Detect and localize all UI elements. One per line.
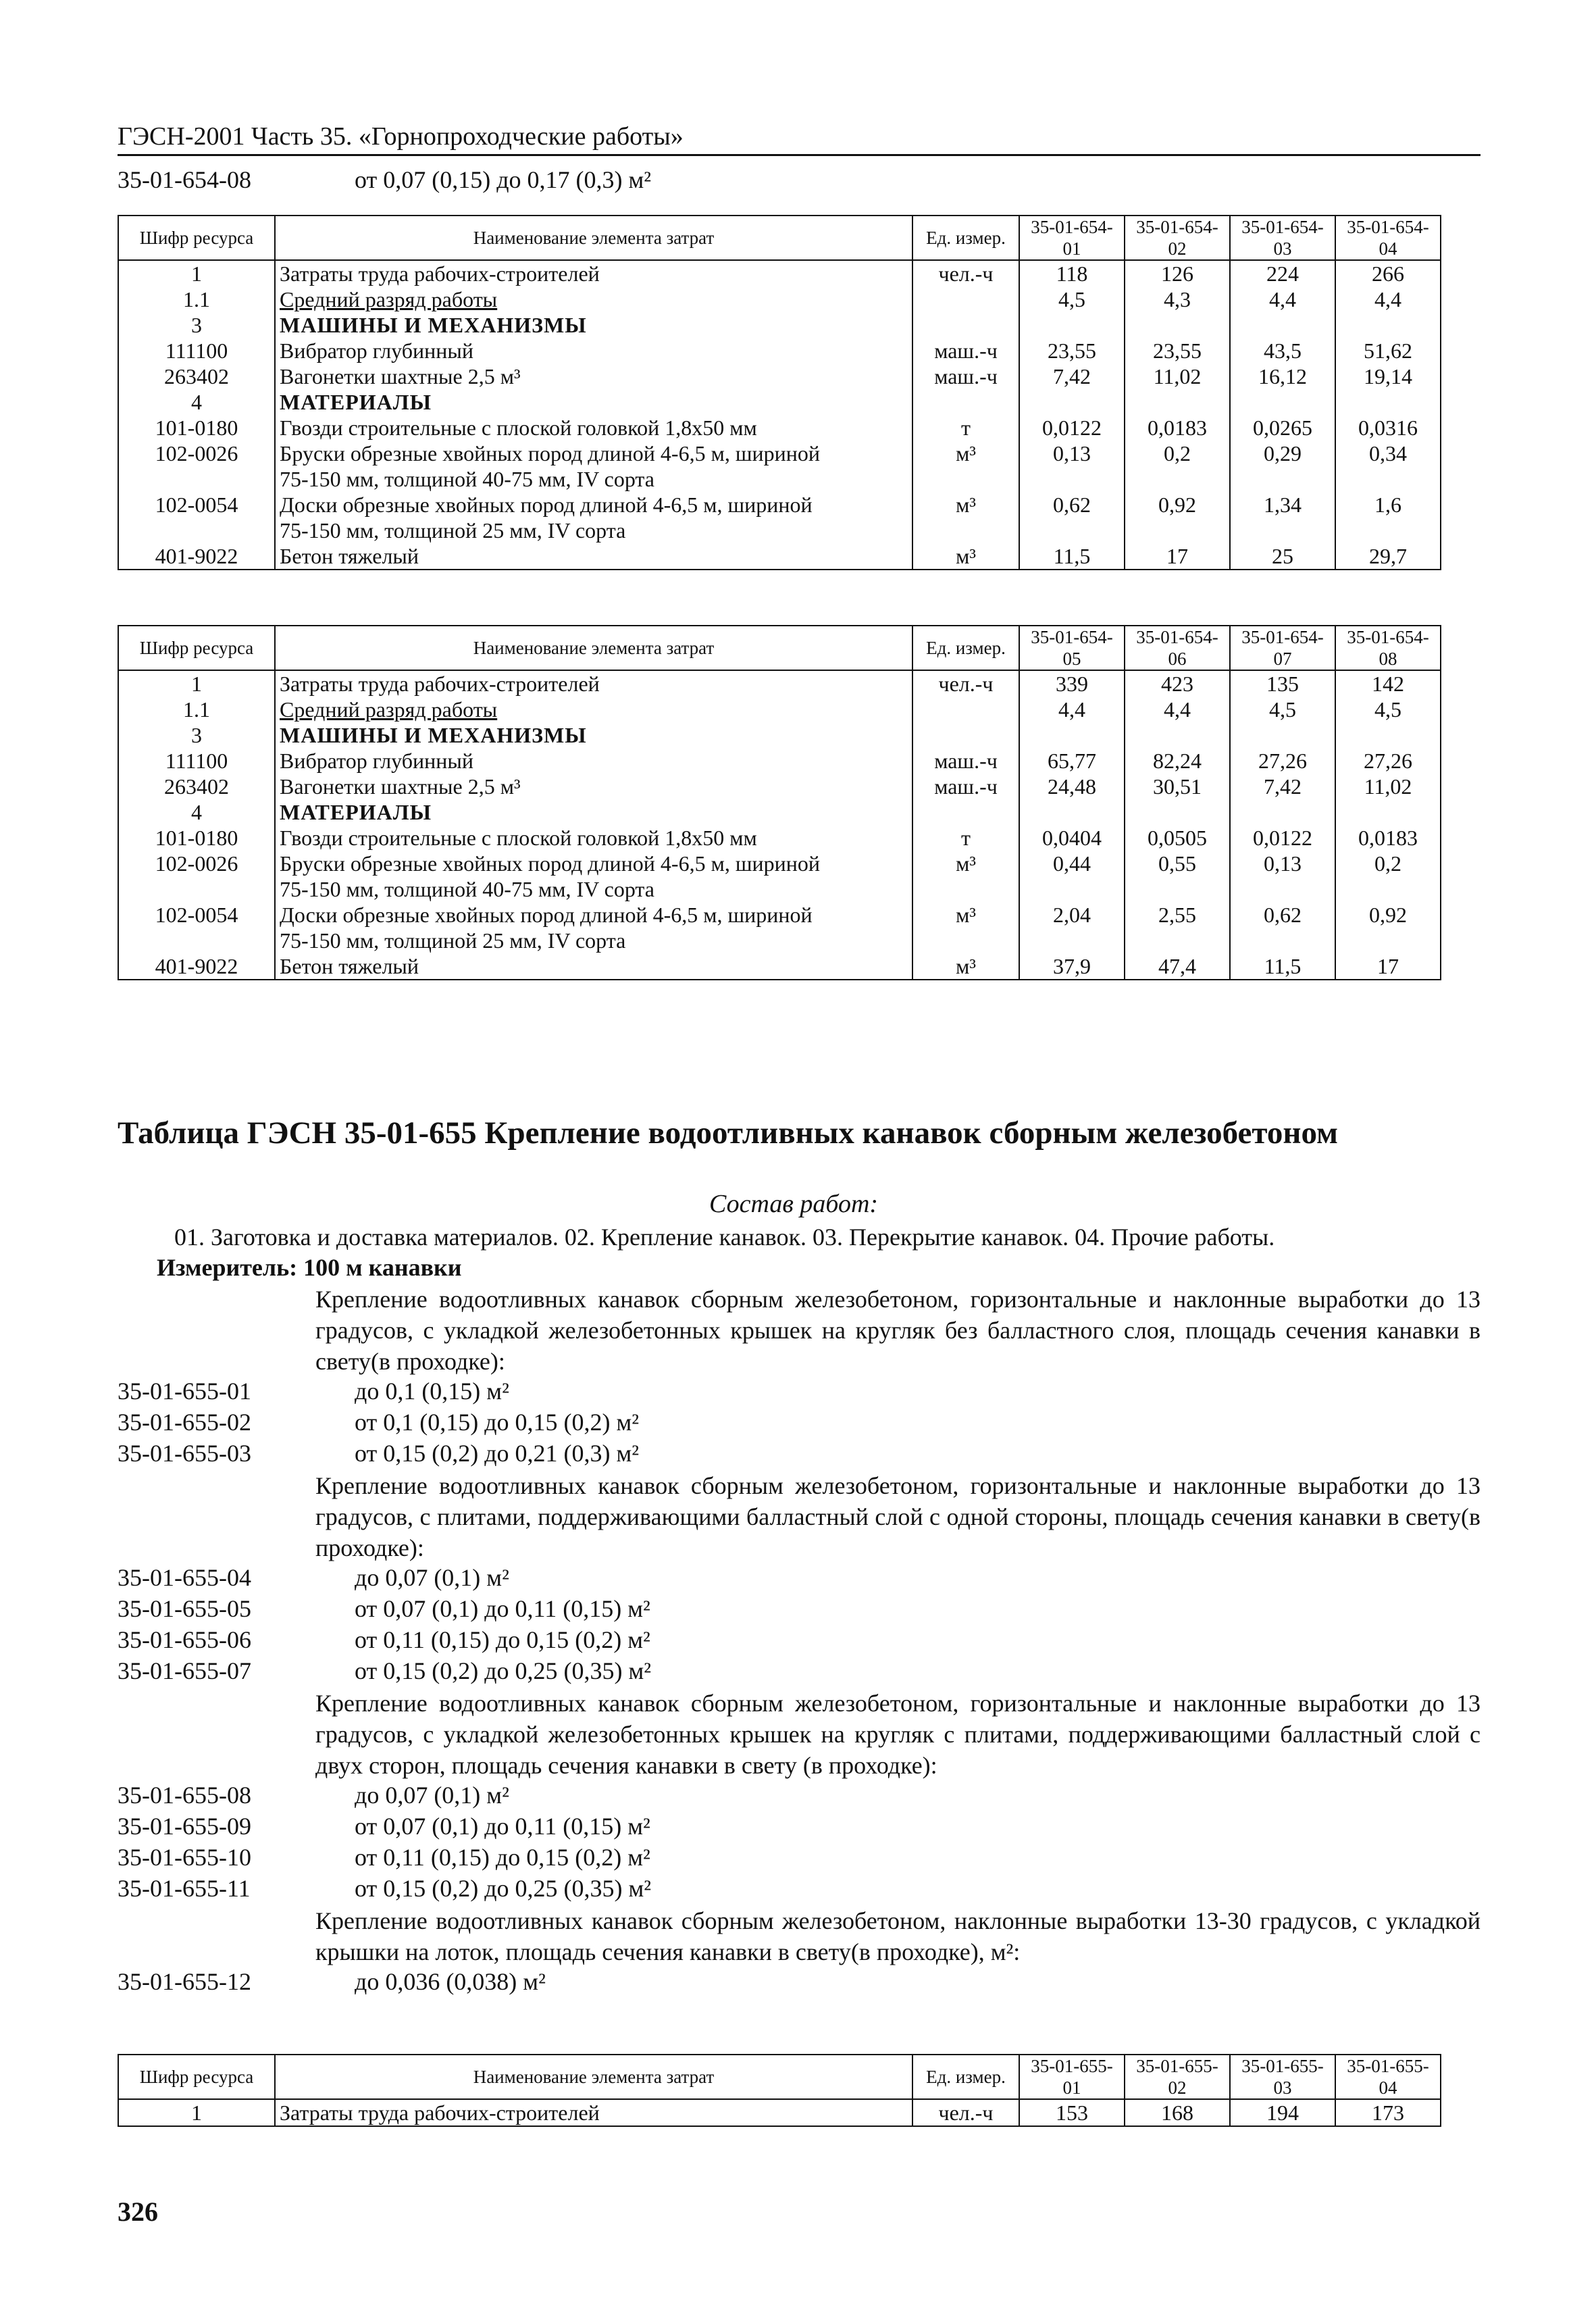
row-name: Средний разряд работы [275,697,912,722]
row-name: Бетон тяжелый [275,543,912,570]
row-unit: чел.-ч [912,260,1019,286]
row-code: 401-9022 [118,543,275,570]
row-unit: маш.-ч [912,338,1019,363]
row-name: МАШИНЫ И МЕХАНИЗМЫ [275,312,912,338]
row-value [1230,389,1335,415]
prev-code: 35-01-654-08 [118,166,251,193]
table-row [118,389,1441,415]
norm-desc: от 0,11 (0,15) до 0,15 (0,2) м² [355,1844,650,1871]
row-value: 0,62 [1019,492,1125,518]
row-value: 194 [1230,2099,1335,2126]
row-unit [912,466,1019,492]
row-value: 153 [1019,2099,1125,2126]
row-value [1125,312,1230,338]
row-value: 0,0183 [1125,415,1230,441]
row-value: 11,02 [1125,363,1230,389]
row-unit: т [912,415,1019,441]
row-value: 4,5 [1019,286,1125,312]
row-value: 168 [1125,2099,1230,2126]
norm-table-1 [118,215,1441,570]
row-unit: м³ [912,441,1019,466]
row-unit: маш.-ч [912,363,1019,389]
row-name: Гвозди строительные с плоской головкой 1,8х50 мм [275,825,912,851]
row-value: 0,0505 [1125,825,1230,851]
table-row [118,2099,1441,2126]
row-name: МАШИНЫ И МЕХАНИЗМЫ [275,722,912,748]
table-row [118,722,1441,748]
table-row [118,697,1441,722]
row-value: 0,13 [1230,851,1335,876]
table-row [118,953,1441,980]
row-value: 0,13 [1019,441,1125,466]
norm-desc: до 0,07 (0,1) м² [355,1564,509,1591]
col-norm: 35-01-654-01 [1019,216,1125,260]
row-code: 263402 [118,363,275,389]
norm-desc: до 0,036 (0,038) м² [355,1968,546,1995]
sostav-label: Состав работ: [709,1190,879,1218]
group-desc-3: Крепление водоотливных канавок сборным железобетоном, горизонтальные и наклонные выработки до 13 градусов, с укладкой железобетонных крышек на кругляк с плитами, поддерживающими балластный слой с двух сторон, площадь сечения канавки в свету (в проходке): [315,1690,1481,1779]
norm-table-2 [118,625,1441,980]
row-value: 43,5 [1230,338,1335,363]
norm-desc: до 0,1 (0,15) м² [355,1378,509,1405]
col-unit: Ед. измер. [912,216,1019,260]
table-row [118,312,1441,338]
row-code: 102-0054 [118,902,275,928]
table-row [118,363,1441,389]
row-code: 111100 [118,748,275,774]
row-code: 263402 [118,774,275,799]
row-value [1335,876,1441,902]
row-code: 3 [118,722,275,748]
row-value [1335,799,1441,825]
row-unit: м³ [912,953,1019,980]
col-shifr: Шифр ресурса [118,2055,275,2099]
norm-code: 35-01-655-01 [118,1378,251,1405]
row-value [1230,466,1335,492]
row-name: Вибратор глубинный [275,748,912,774]
row-value [1125,799,1230,825]
row-value [1125,518,1230,543]
row-name: Вибратор глубинный [275,338,912,363]
row-code [118,928,275,953]
norm-code: 35-01-655-06 [118,1626,251,1653]
row-value: 23,55 [1125,338,1230,363]
col-norm: 35-01-655-01 [1019,2055,1125,2099]
row-value: 11,5 [1019,543,1125,570]
col-name: Наименование элемента затрат [275,2055,912,2099]
row-value [1125,466,1230,492]
norm-code: 35-01-655-07 [118,1657,251,1684]
norm-code: 35-01-655-04 [118,1564,251,1591]
row-value [1335,722,1441,748]
page-number: 326 [118,2196,158,2227]
table-row [118,260,1441,286]
norm-code: 35-01-655-11 [118,1875,251,1902]
row-value [1230,799,1335,825]
row-value [1125,722,1230,748]
row-value [1335,928,1441,953]
col-norm: 35-01-655-04 [1335,2055,1441,2099]
row-value: 0,55 [1125,851,1230,876]
prev-desc: от 0,07 (0,15) до 0,17 (0,3) м² [355,166,652,193]
row-value [1019,799,1125,825]
row-value: 11,02 [1335,774,1441,799]
row-code: 401-9022 [118,953,275,980]
row-unit: м³ [912,492,1019,518]
row-value: 4,5 [1230,697,1335,722]
row-name: 75-150 мм, толщиной 40-75 мм, IV сорта [275,876,912,902]
norm-code: 35-01-655-08 [118,1782,251,1809]
row-unit [912,697,1019,722]
norm-code: 35-01-655-02 [118,1409,251,1436]
row-value: 29,7 [1335,543,1441,570]
table-row [118,518,1441,543]
row-value: 1,34 [1230,492,1335,518]
table-row [118,466,1441,492]
running-header: ГЭСН-2001 Часть 35. «Горнопроходческие работы» [118,122,684,151]
row-value: 4,4 [1125,697,1230,722]
row-value: 423 [1125,670,1230,697]
row-name: Гвозди строительные с плоской головкой 1,8х50 мм [275,415,912,441]
row-code: 102-0026 [118,441,275,466]
table-row [118,670,1441,697]
row-unit [912,722,1019,748]
row-name: Бруски обрезные хвойных пород длиной 4-6,5 м, шириной [275,851,912,876]
row-name: Затраты труда рабочих-строителей [275,2099,912,2126]
norm-desc: от 0,15 (0,2) до 0,21 (0,3) м² [355,1440,640,1467]
table-row [118,774,1441,799]
row-value [1335,312,1441,338]
table-row [118,928,1441,953]
row-value [1019,928,1125,953]
row-value [1335,466,1441,492]
row-value [1230,518,1335,543]
row-value: 0,0404 [1019,825,1125,851]
table-row [118,441,1441,466]
row-unit: м³ [912,543,1019,570]
col-norm: 35-01-654-06 [1125,626,1230,670]
row-name: МАТЕРИАЛЫ [275,389,912,415]
col-unit: Ед. измер. [912,626,1019,670]
col-norm: 35-01-654-03 [1230,216,1335,260]
norm-desc: от 0,15 (0,2) до 0,25 (0,35) м² [355,1875,652,1902]
row-value: 51,62 [1335,338,1441,363]
header-rule [118,154,1481,156]
norm-table-3 [118,2054,1441,2127]
table-row [118,825,1441,851]
row-unit [912,312,1019,338]
col-name: Наименование элемента затрат [275,626,912,670]
row-value: 23,55 [1019,338,1125,363]
table-row [118,902,1441,928]
row-code: 1 [118,260,275,286]
row-value [1230,928,1335,953]
norm-desc: от 0,07 (0,1) до 0,11 (0,15) м² [355,1813,650,1840]
row-value: 4,4 [1335,286,1441,312]
norm-code: 35-01-655-03 [118,1440,251,1467]
row-value: 0,0122 [1019,415,1125,441]
row-value: 65,77 [1019,748,1125,774]
norm-desc: до 0,07 (0,1) м² [355,1782,509,1809]
group-desc-4: Крепление водоотливных канавок сборным железобетоном, наклонные выработки 13-30 градусов, с укладкой крышки на лоток, площадь сечения канавки в свету(в проходке), м²: [315,1907,1481,1965]
row-name: Средний разряд работы [275,286,912,312]
row-unit: чел.-ч [912,670,1019,697]
col-norm: 35-01-654-02 [1125,216,1230,260]
izmeritel: Измеритель: 100 м канавки [157,1254,462,1281]
row-value: 2,55 [1125,902,1230,928]
row-value [1230,722,1335,748]
col-norm: 35-01-654-08 [1335,626,1441,670]
row-code: 1.1 [118,697,275,722]
row-value [1125,389,1230,415]
row-value: 339 [1019,670,1125,697]
col-norm: 35-01-655-03 [1230,2055,1335,2099]
row-value: 4,5 [1335,697,1441,722]
row-code [118,876,275,902]
norm-desc: от 0,15 (0,2) до 0,25 (0,35) м² [355,1657,652,1684]
row-value: 118 [1019,260,1125,286]
row-unit: м³ [912,902,1019,928]
col-unit: Ед. измер. [912,2055,1019,2099]
table-row [118,876,1441,902]
row-value: 0,0316 [1335,415,1441,441]
row-value: 7,42 [1019,363,1125,389]
row-value: 19,14 [1335,363,1441,389]
row-name: 75-150 мм, толщиной 25 мм, IV сорта [275,928,912,953]
norm-desc: от 0,07 (0,1) до 0,11 (0,15) м² [355,1595,650,1622]
row-unit [912,928,1019,953]
table-row [118,851,1441,876]
row-value: 135 [1230,670,1335,697]
row-name: 75-150 мм, толщиной 40-75 мм, IV сорта [275,466,912,492]
row-unit [912,389,1019,415]
row-name: Вагонетки шахтные 2,5 м³ [275,774,912,799]
table-row [118,492,1441,518]
row-value: 0,44 [1019,851,1125,876]
table-row [118,748,1441,774]
row-value: 0,2 [1125,441,1230,466]
row-value: 4,4 [1019,697,1125,722]
row-code [118,518,275,543]
row-code: 102-0026 [118,851,275,876]
col-norm: 35-01-654-05 [1019,626,1125,670]
row-value: 30,51 [1125,774,1230,799]
norm-code: 35-01-655-09 [118,1813,251,1840]
row-unit: м³ [912,851,1019,876]
row-value: 17 [1125,543,1230,570]
row-value: 0,29 [1230,441,1335,466]
row-value [1230,312,1335,338]
row-unit [912,799,1019,825]
row-value: 2,04 [1019,902,1125,928]
row-value: 4,3 [1125,286,1230,312]
row-code: 3 [118,312,275,338]
col-name: Наименование элемента затрат [275,216,912,260]
row-value: 17 [1335,953,1441,980]
row-value: 142 [1335,670,1441,697]
row-code: 4 [118,799,275,825]
row-code [118,466,275,492]
row-value: 173 [1335,2099,1441,2126]
table-row [118,799,1441,825]
row-name: Затраты труда рабочих-строителей [275,260,912,286]
row-unit [912,286,1019,312]
row-unit [912,876,1019,902]
row-value: 27,26 [1230,748,1335,774]
norm-desc: от 0,1 (0,15) до 0,15 (0,2) м² [355,1409,640,1436]
row-code: 101-0180 [118,825,275,851]
row-value: 0,0265 [1230,415,1335,441]
norm-desc: от 0,11 (0,15) до 0,15 (0,2) м² [355,1626,650,1653]
row-unit: чел.-ч [912,2099,1019,2126]
row-value: 0,62 [1230,902,1335,928]
row-value [1335,389,1441,415]
row-code: 102-0054 [118,492,275,518]
row-value: 1,6 [1335,492,1441,518]
col-shifr: Шифр ресурса [118,626,275,670]
row-code: 111100 [118,338,275,363]
row-value: 82,24 [1125,748,1230,774]
row-value: 24,48 [1019,774,1125,799]
row-value: 0,0122 [1230,825,1335,851]
row-value [1019,466,1125,492]
col-norm: 35-01-654-07 [1230,626,1335,670]
row-value: 27,26 [1335,748,1441,774]
row-value [1019,518,1125,543]
row-unit [912,518,1019,543]
row-name: Доски обрезные хвойных пород длиной 4-6,5 м, шириной [275,902,912,928]
row-value: 224 [1230,260,1335,286]
row-name: Затраты труда рабочих-строителей [275,670,912,697]
row-value: 11,5 [1230,953,1335,980]
row-unit: маш.-ч [912,774,1019,799]
row-value: 25 [1230,543,1335,570]
table-row [118,543,1441,570]
row-code: 4 [118,389,275,415]
row-code: 101-0180 [118,415,275,441]
row-value: 16,12 [1230,363,1335,389]
row-value [1125,876,1230,902]
col-shifr: Шифр ресурса [118,216,275,260]
row-value: 0,34 [1335,441,1441,466]
row-value: 126 [1125,260,1230,286]
section-title: Таблица ГЭСН 35-01-655 Крепление водоотливных канавок сборным железобетоном [118,1115,1339,1151]
row-value: 7,42 [1230,774,1335,799]
row-name: МАТЕРИАЛЫ [275,799,912,825]
norm-code: 35-01-655-12 [118,1968,251,1995]
row-value: 4,4 [1230,286,1335,312]
row-value: 0,0183 [1335,825,1441,851]
row-value: 0,2 [1335,851,1441,876]
norm-code: 35-01-655-10 [118,1844,251,1871]
row-value [1125,928,1230,953]
row-value [1019,722,1125,748]
row-code: 1 [118,670,275,697]
row-value [1019,389,1125,415]
table-row [118,415,1441,441]
row-name: Бетон тяжелый [275,953,912,980]
group-desc-1: Крепление водоотливных канавок сборным железобетоном, горизонтальные и наклонные выработки до 13 градусов, с укладкой железобетонных крышек на кругляк без балластного слоя, площадь сечения канавки в свету(в проходке): [315,1286,1481,1375]
row-value: 266 [1335,260,1441,286]
row-unit: т [912,825,1019,851]
row-value: 0,92 [1125,492,1230,518]
row-value [1230,876,1335,902]
row-name: Бруски обрезные хвойных пород длиной 4-6,5 м, шириной [275,441,912,466]
row-value [1019,876,1125,902]
col-norm: 35-01-654-04 [1335,216,1441,260]
row-unit: маш.-ч [912,748,1019,774]
row-code: 1.1 [118,286,275,312]
row-value: 37,9 [1019,953,1125,980]
row-code: 1 [118,2099,275,2126]
row-value: 47,4 [1125,953,1230,980]
group-desc-2: Крепление водоотливных канавок сборным железобетоном, горизонтальные и наклонные выработки до 13 градусов, с плитами, поддерживающими балластный слой с одной стороны, площадь сечения канавки в свету(в проходке): [315,1472,1481,1561]
row-name: Вагонетки шахтные 2,5 м³ [275,363,912,389]
col-norm: 35-01-655-02 [1125,2055,1230,2099]
sostav-text: 01. Заготовка и доставка материалов. 02. Крепление канавок. 03. Перекрытие канавок. 04. Прочие работы. [174,1224,1275,1251]
row-value [1019,312,1125,338]
row-name: Доски обрезные хвойных пород длиной 4-6,5 м, шириной [275,492,912,518]
table-row [118,338,1441,363]
row-name: 75-150 мм, толщиной 25 мм, IV сорта [275,518,912,543]
row-value: 0,92 [1335,902,1441,928]
table-row [118,286,1441,312]
row-value [1335,518,1441,543]
norm-code: 35-01-655-05 [118,1595,251,1622]
